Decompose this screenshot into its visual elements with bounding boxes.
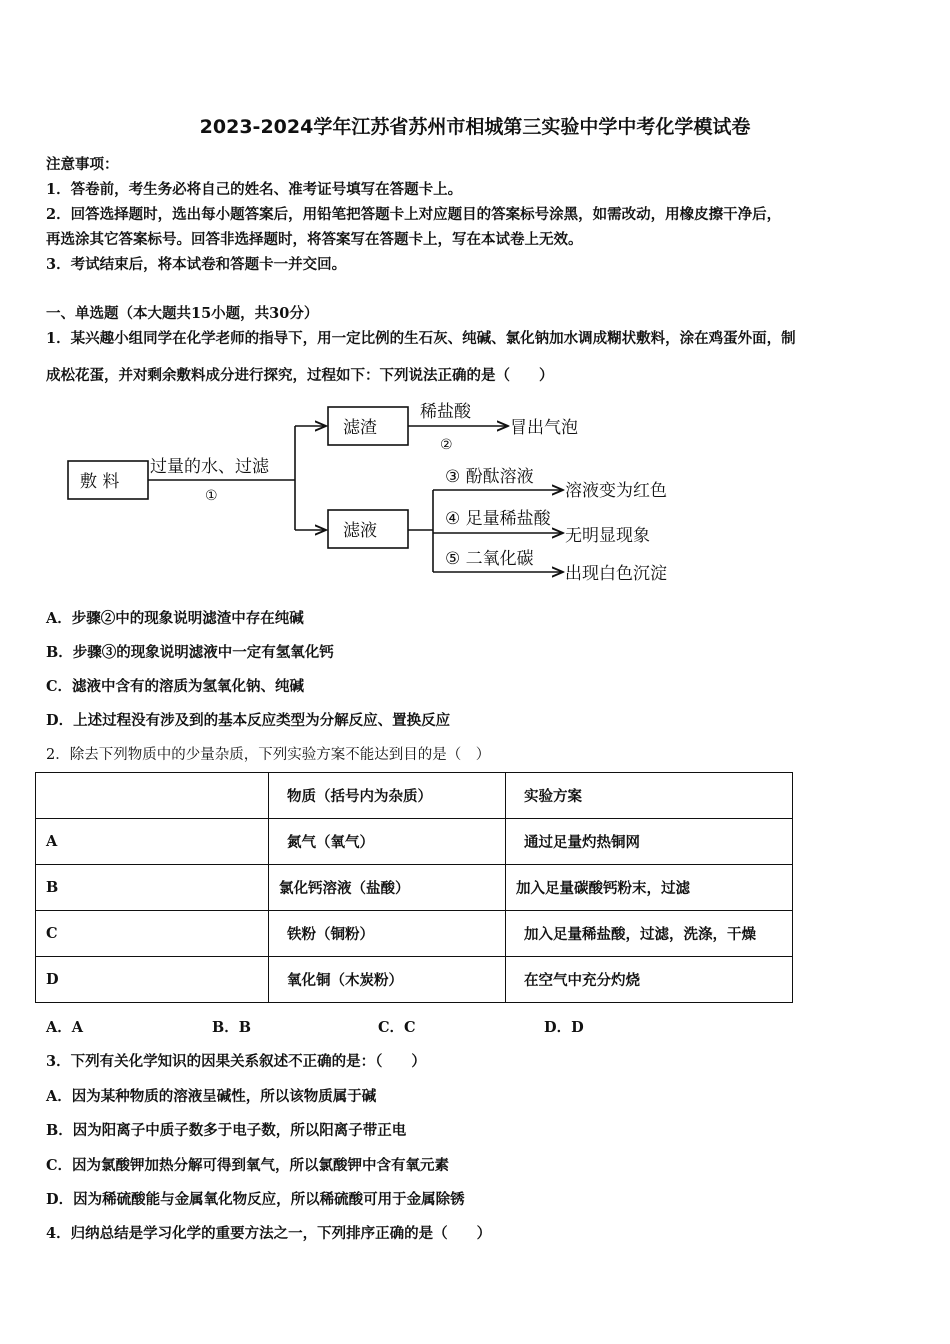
table-row	[36, 819, 793, 865]
table-cell: 氯化钙溶液（盐酸）	[269, 865, 506, 911]
table-cell: C	[36, 911, 269, 957]
table-header-cell: 实验方案	[506, 773, 793, 819]
table-cell: 加入足量碳酸钙粉末，过滤	[506, 865, 793, 911]
step2-number: ②	[440, 437, 453, 453]
table-cell: 加入足量稀盐酸，过滤，洗涤，干燥	[506, 911, 793, 957]
table-cell: 在空气中充分灼烧	[506, 957, 793, 1003]
table-cell: 氮气（氧气）	[269, 819, 506, 865]
notice-heading: 注意事项：	[46, 156, 119, 173]
table-row	[36, 911, 793, 957]
q3-option-a: A．因为某种物质的溶液呈碱性，所以该物质属于碱	[46, 1088, 377, 1105]
notice-item: 再选涂其它答案标号。回答非选择题时，将答案写在答题卡上，写在本试卷上无效。	[46, 231, 583, 248]
q1-flow-diagram	[0, 390, 950, 590]
result3-label: 溶液变为红色	[565, 481, 667, 501]
q3-option-d: D．因为稀硫酸能与金属氧化物反应，所以稀硫酸可用于金属除锈	[46, 1191, 465, 1208]
q2-table	[35, 772, 793, 1003]
table-row	[36, 865, 793, 911]
page-title: 2023-2024学年江苏省苏州市相城第三实验中学中考化学模试卷	[199, 116, 751, 138]
q2-answer-b: B．B	[212, 1019, 252, 1036]
section-heading: 一、单选题（本大题共15小题，共30分）	[46, 305, 319, 322]
q2-answers	[46, 1016, 710, 1037]
table-cell: 氧化铜（木炭粉）	[269, 957, 506, 1003]
step2-label: 稀盐酸	[420, 402, 471, 422]
table-header-cell: 物质（括号内为杂质）	[269, 773, 506, 819]
q4-stem: 4．归纳总结是学习化学的重要方法之一，下列排序正确的是（ ）	[46, 1225, 492, 1242]
q3-stem: 3．下列有关化学知识的因果关系叙述不正确的是：（ ）	[46, 1053, 426, 1070]
table-cell: A	[36, 819, 269, 865]
step1-label: 过量的水、过滤	[150, 457, 269, 477]
table-cell: 铁粉（铜粉）	[269, 911, 506, 957]
q2-stem: 2．除去下列物质中的少量杂质，下列实验方案不能达到目的是（ ）	[46, 747, 491, 763]
q2-answer-c: C．C	[378, 1019, 416, 1036]
q2-answer-a: A．A	[46, 1019, 84, 1036]
start-label: 敷 料	[80, 472, 120, 492]
q1-option-d: D．上述过程没有涉及到的基本反应类型为分解反应、置换反应	[46, 712, 451, 729]
q1-stem-line1: 1．某兴趣小组同学在化学老师的指导下，用一定比例的生石灰、纯碱、氯化钠加水调成糊状敷料，涂在鸡蛋外面，制	[46, 330, 796, 347]
q3-option-c: C．因为氯酸钾加热分解可得到氧气，所以氯酸钾中含有氧元素	[46, 1157, 450, 1174]
q1-option-b: B．步骤③的现象说明滤液中一定有氢氧化钙	[46, 644, 334, 661]
table-cell: 通过足量灼热铜网	[506, 819, 793, 865]
result2-label: 冒出气泡	[510, 418, 578, 438]
notice-item: 2．回答选择题时，选出每小题答案后，用铅笔把答题卡上对应题目的答案标号涂黑，如需改动，用橡皮擦干净后，	[46, 206, 782, 223]
notice-item: 3．考试结束后，将本试卷和答题卡一并交回。	[46, 256, 347, 273]
q3-option-b: B．因为阳离子中质子数多于电子数，所以阳离子带正电	[46, 1122, 407, 1139]
q1-stem-line2: 成松花蛋，并对剩余敷料成分进行探究，过程如下：下列说法正确的是（ ）	[46, 367, 554, 384]
step5-label: ⑤ 二氧化碳	[445, 549, 534, 569]
q2-answer-d: D．D	[544, 1019, 584, 1036]
notice-item: 1．答卷前，考生务必将自己的姓名、准考证号填写在答题卡上。	[46, 181, 463, 198]
table-cell: D	[36, 957, 269, 1003]
step4-label: ④ 足量稀盐酸	[445, 509, 551, 529]
filtrate-label: 滤液	[343, 521, 377, 541]
table-header-cell	[36, 773, 269, 819]
table-header-row	[36, 773, 793, 819]
result4-label: 无明显现象	[565, 526, 650, 546]
q1-option-c: C．滤液中含有的溶质为氢氧化钠、纯碱	[46, 678, 305, 695]
table-cell: B	[36, 865, 269, 911]
step1-number: ①	[205, 488, 218, 504]
step3-label: ③ 酚酞溶液	[445, 467, 534, 487]
q1-option-a: A．步骤②中的现象说明滤渣中存在纯碱	[46, 610, 304, 627]
residue-label: 滤渣	[343, 418, 377, 438]
result5-label: 出现白色沉淀	[565, 564, 667, 584]
table-row	[36, 957, 793, 1003]
